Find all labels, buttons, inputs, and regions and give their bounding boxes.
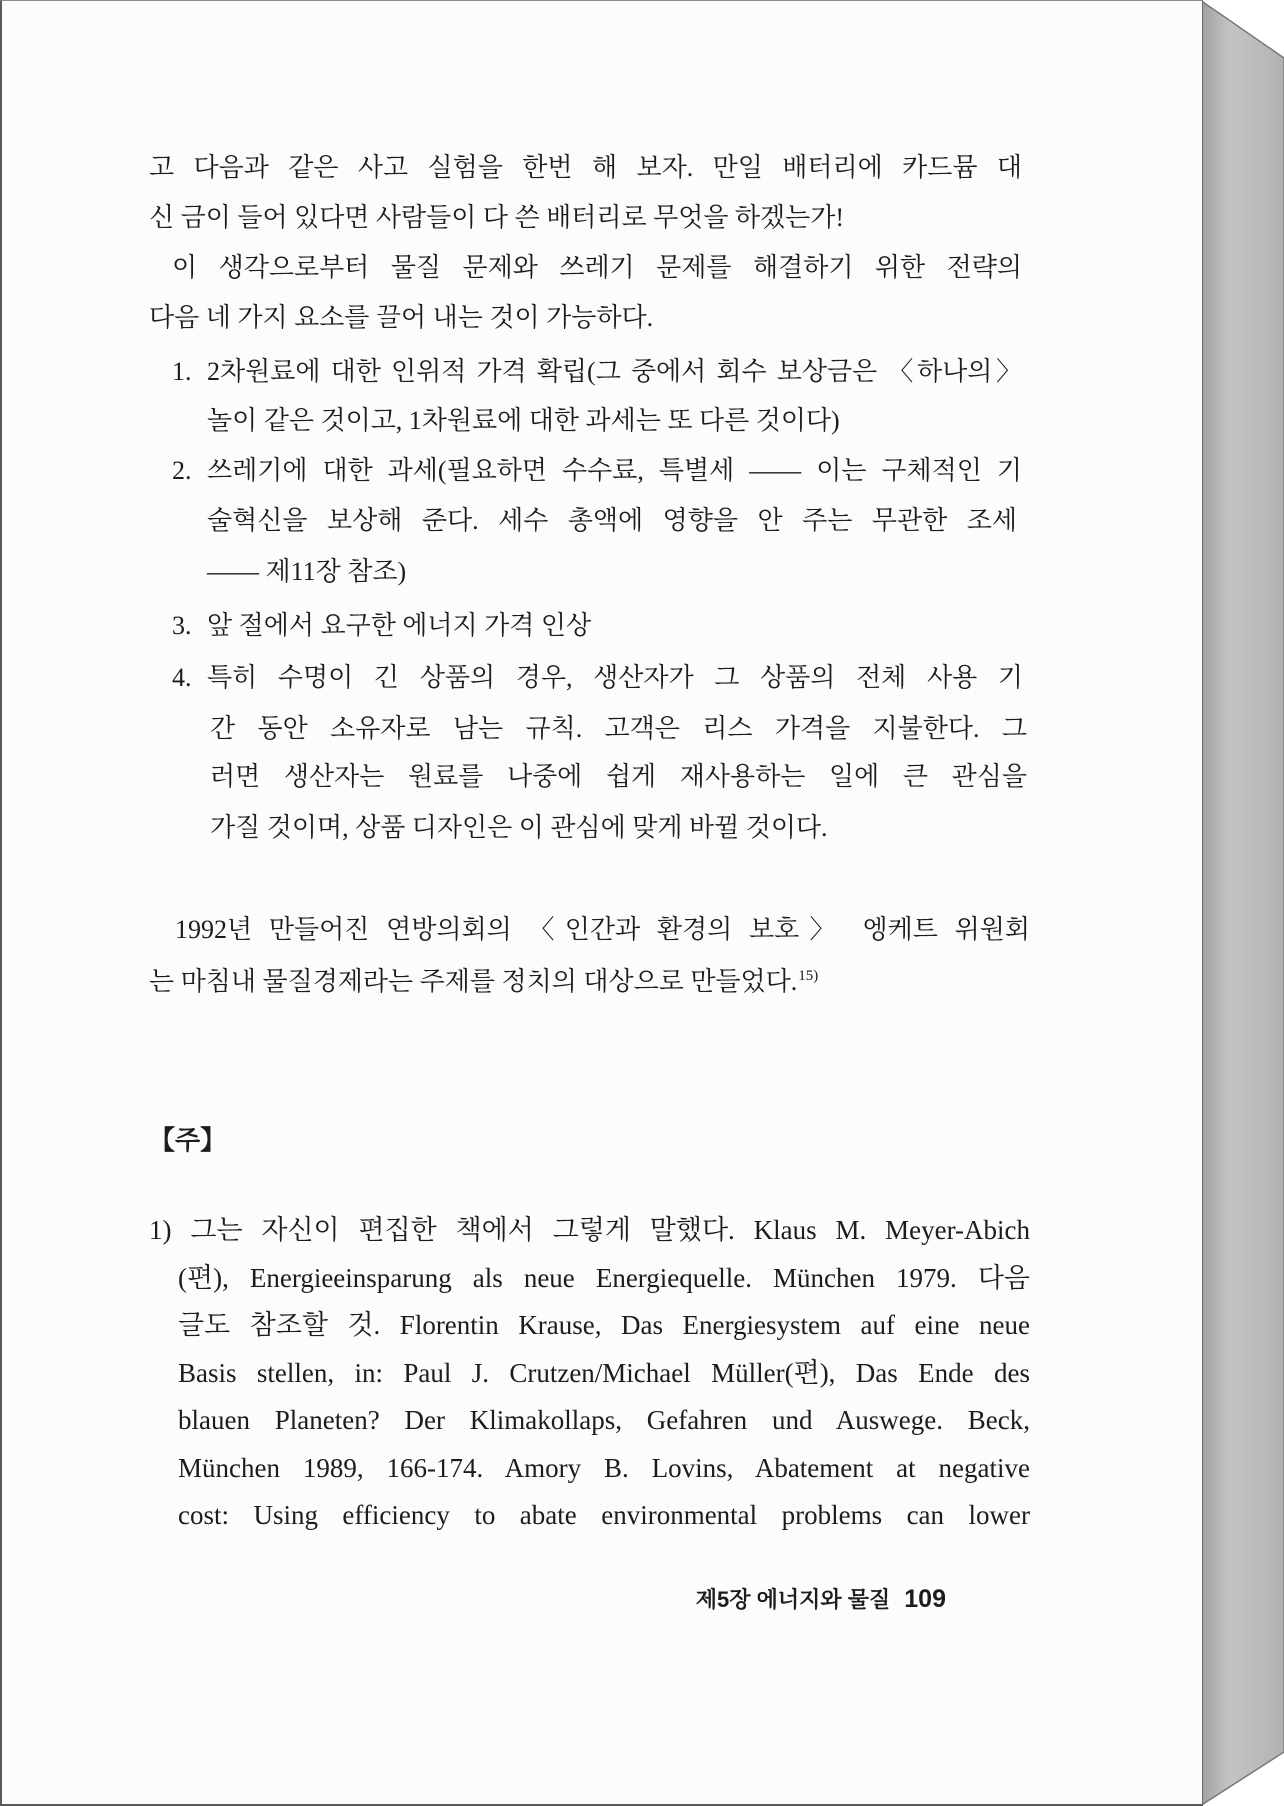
list-item-line: 술혁신을 보상해 준다. 세수 총액에 영향을 안 주는 무관한 조세 <box>207 506 1017 535</box>
list-item-line: 특히 수명이 긴 상품의 경우, 생산자가 그 상품의 전체 사용 기 <box>207 663 1023 692</box>
list-item-line: 앞 절에서 요구한 에너지 가격 인상 <box>207 611 592 640</box>
list-item-line: 쓰레기에 대한 과세(필요하면 수수료, 특별세 —— 이는 구체적인 기 <box>207 456 1022 485</box>
list-item-line: 러면 생산자는 원료를 나중에 쉽게 재사용하는 일에 큰 관심을 <box>210 762 1027 791</box>
body-line: 다음 네 가지 요소를 끌어 내는 것이 가능하다. <box>149 303 654 332</box>
list-item-number: 3. <box>172 611 192 640</box>
body-line: 는 마침내 물질경제라는 주제를 정치의 대상으로 만들었다. <box>149 967 798 996</box>
note-first-line <box>149 1213 1030 1247</box>
note-line: München 1989, 166-174. Amory B. Lovins, Abatement at negative <box>178 1453 1030 1483</box>
note-line: 글도 참조할 것. Florentin Krause, Das Energiesystem auf eine neue <box>178 1310 1030 1340</box>
body-line: 이 생각으로부터 물질 문제와 쓰레기 문제를 해결하기 위한 전략의 <box>172 253 1022 282</box>
footnote-ref: 15) <box>798 968 819 984</box>
note-line: (편), Energieeinsparung als neue Energiequelle. München 1979. 다음 <box>178 1263 1030 1293</box>
body-line-with-ref <box>149 965 818 999</box>
list-item-line: 놀이 같은 것이고, 1차원료에 대한 과세는 또 다른 것이다) <box>207 406 840 435</box>
footer-chapter: 제5장 에너지와 물질 <box>695 1587 891 1612</box>
list-item-number: 2. <box>172 456 192 485</box>
note-line: blauen Planeten? Der Klimakollaps, Gefahren und Auswege. Beck, <box>178 1405 1030 1435</box>
notes-heading: 【주】 <box>149 1126 227 1155</box>
note-line: 그는 자신이 편집한 책에서 그렇게 말했다. Klaus M. Meyer-Abich <box>190 1215 1030 1245</box>
page-number: 109 <box>904 1585 946 1613</box>
note-number: 1) <box>149 1215 172 1245</box>
list-item-line: —— 제11장 참조) <box>207 557 407 586</box>
list-item-number: 1. <box>172 357 192 386</box>
list-item-line: 가질 것이며, 상품 디자인은 이 관심에 맞게 바뀔 것이다. <box>210 813 828 842</box>
list-item-line: 간 동안 소유자로 남는 규칙. 고객은 리스 가격을 지불한다. 그 <box>210 714 1027 743</box>
note-line: Basis stellen, in: Paul J. Crutzen/Michael Müller(편), Das Ende des <box>178 1358 1030 1388</box>
body-line: 1992년 만들어진 연방의회의 〈인간과 환경의 보호〉 엥케트 위원회 <box>175 915 1030 944</box>
list-item-line: 2차원료에 대한 인위적 가격 확립(그 중에서 회수 보상금은 〈하나의〉 <box>207 357 1022 386</box>
body-line: 신 금이 들어 있다면 사람들이 다 쓴 배터리로 무엇을 하겠는가! <box>149 203 845 232</box>
body-line: 고 다음과 같은 사고 실험을 한번 해 보자. 만일 배터리에 카드뮴 대 <box>149 153 1022 182</box>
running-footer <box>696 1582 946 1620</box>
note-line: cost: Using efficiency to abate environmental problems can lower <box>178 1500 1030 1530</box>
list-item-number: 4. <box>172 663 192 692</box>
